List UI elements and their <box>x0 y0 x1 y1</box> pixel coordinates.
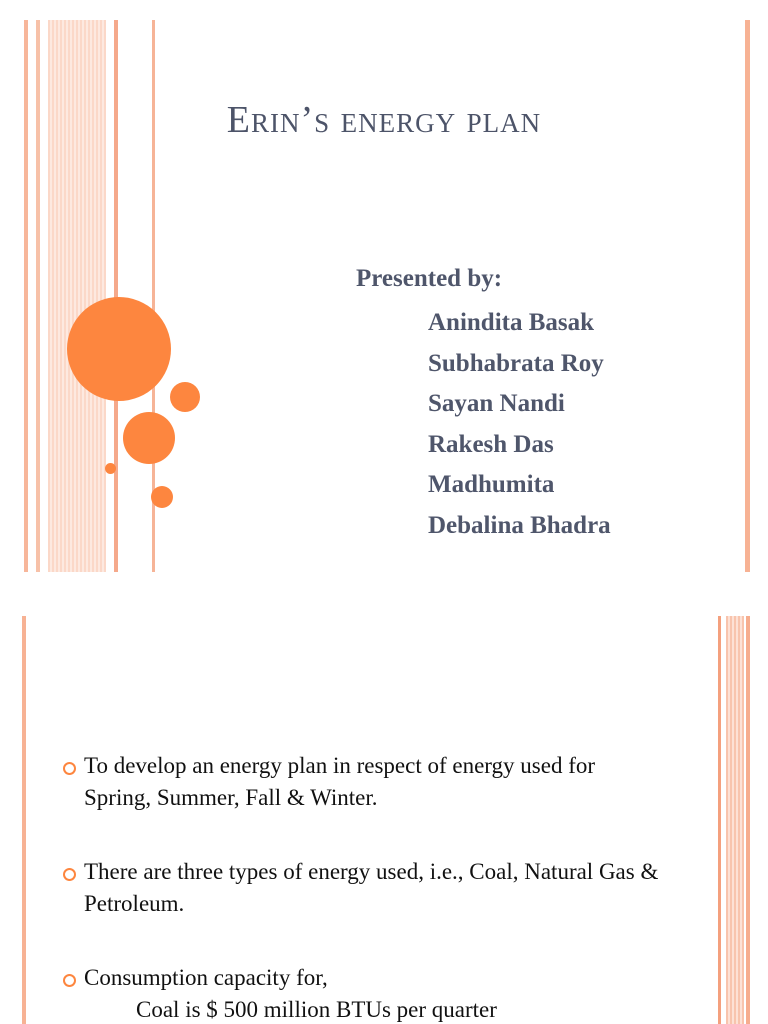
decorative-circle-large <box>67 297 171 401</box>
right-stripe-decoration <box>718 616 752 1024</box>
content-slide <box>0 612 768 1024</box>
bullet-item <box>62 750 662 814</box>
bullet-text: Consumption capacity for, <box>84 965 328 990</box>
bullet-text: To develop an energy plan in respect of energy used for Spring, Summer, Fall & Winter. <box>84 753 596 810</box>
decorative-circle-tiny <box>105 463 116 474</box>
decorative-circle-small-2 <box>151 486 173 508</box>
presenter-name: Rakesh Das <box>428 430 554 458</box>
presenter-list <box>428 304 611 547</box>
slide-title: Erin’s energy plan <box>226 99 542 141</box>
decorative-circle-small <box>170 382 200 412</box>
presenter-name: Sayan Nandi <box>428 390 565 417</box>
circle-bullet-icon <box>63 762 76 775</box>
bullet-item <box>62 962 662 1024</box>
left-stripe-decoration <box>22 616 27 1024</box>
decorative-circle-medium <box>123 412 175 464</box>
bullet-text: There are three types of energy used, i.e., Coal, Natural Gas & Petroleum. <box>84 859 659 916</box>
circle-bullet-icon <box>63 868 76 881</box>
bullet-list <box>62 750 662 1024</box>
presenter-name: Anindita Basak <box>428 309 595 336</box>
presenter-name: Debalina Bhadra <box>428 511 611 539</box>
circle-bullet-icon <box>63 974 76 987</box>
presenter-name: Madhumita <box>428 471 555 498</box>
bullet-subtext: Coal is $ 500 million BTUs per quarter <box>136 997 497 1022</box>
presented-by-label: Presented by: <box>356 265 503 292</box>
bullet-item <box>62 856 662 920</box>
presenter-name: Subhabrata Roy <box>428 349 604 377</box>
